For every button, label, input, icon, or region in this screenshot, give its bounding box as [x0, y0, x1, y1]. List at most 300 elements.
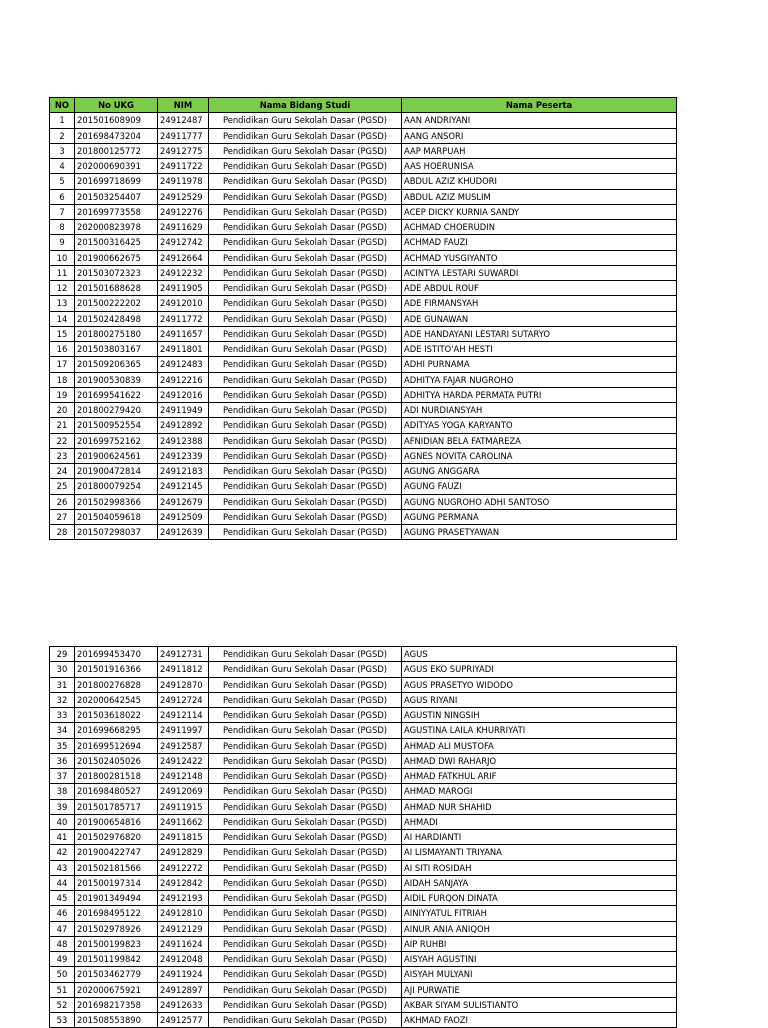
cell-nama-peserta: AI HARDIANTI [402, 830, 677, 845]
table-row [50, 662, 677, 677]
cell-bidang-studi: Pendidikan Guru Sekolah Dasar (PGSD) [209, 265, 402, 280]
cell-nama-peserta: AKHMAD FAOZI [402, 1013, 677, 1028]
cell-nim: 24912193 [158, 891, 209, 906]
cell-no-ukg: 201800079254 [75, 479, 158, 494]
cell-nim: 24911801 [158, 342, 209, 357]
cell-bidang-studi: Pendidikan Guru Sekolah Dasar (PGSD) [209, 159, 402, 174]
cell-no: 45 [50, 891, 75, 906]
cell-nim: 24912339 [158, 448, 209, 463]
table-row [50, 525, 677, 540]
cell-nama-peserta: AGUNG PERMANA [402, 509, 677, 524]
table-row [50, 387, 677, 402]
cell-nama-peserta: AHMAD MAROGI [402, 784, 677, 799]
cell-nim: 24912232 [158, 265, 209, 280]
cell-nama-peserta: AI LISMAYANTI TRIYANA [402, 845, 677, 860]
table-row [50, 967, 677, 982]
cell-nama-peserta: AGUS PRASETYO WIDODO [402, 677, 677, 692]
cell-bidang-studi: Pendidikan Guru Sekolah Dasar (PGSD) [209, 784, 402, 799]
cell-no-ukg: 201502405026 [75, 753, 158, 768]
table-row [50, 738, 677, 753]
cell-bidang-studi: Pendidikan Guru Sekolah Dasar (PGSD) [209, 967, 402, 982]
cell-bidang-studi: Pendidikan Guru Sekolah Dasar (PGSD) [209, 525, 402, 540]
cell-nim: 24911629 [158, 220, 209, 235]
cell-nama-peserta: ADE ISTITO'AH HESTI [402, 342, 677, 357]
cell-no-ukg: 201900422747 [75, 845, 158, 860]
cell-bidang-studi: Pendidikan Guru Sekolah Dasar (PGSD) [209, 723, 402, 738]
cell-nim: 24912487 [158, 113, 209, 128]
cell-nim: 24911624 [158, 936, 209, 951]
table-row [50, 769, 677, 784]
cell-no: 11 [50, 265, 75, 280]
cell-no: 23 [50, 448, 75, 463]
cell-bidang-studi: Pendidikan Guru Sekolah Dasar (PGSD) [209, 997, 402, 1012]
table-row [50, 479, 677, 494]
cell-nama-peserta: AFNIDIAN BELA FATMAREZA [402, 433, 677, 448]
cell-nama-peserta: AHMAD ALI MUSTOFA [402, 738, 677, 753]
cell-no: 39 [50, 799, 75, 814]
cell-nama-peserta: AAN ANDRIYANI [402, 113, 677, 128]
cell-nama-peserta: AHMAD NUR SHAHID [402, 799, 677, 814]
cell-nim: 24912897 [158, 982, 209, 997]
cell-nim: 24911949 [158, 403, 209, 418]
cell-nim: 24911777 [158, 128, 209, 143]
cell-no-ukg: 201501608909 [75, 113, 158, 128]
cell-bidang-studi: Pendidikan Guru Sekolah Dasar (PGSD) [209, 113, 402, 128]
cell-no-ukg: 201508553890 [75, 1013, 158, 1028]
table-row [50, 311, 677, 326]
cell-no-ukg: 201900624561 [75, 448, 158, 463]
cell-nama-peserta: ACINTYA LESTARI SUWARDI [402, 265, 677, 280]
cell-bidang-studi: Pendidikan Guru Sekolah Dasar (PGSD) [209, 418, 402, 433]
table-row [50, 936, 677, 951]
cell-nim: 24911722 [158, 159, 209, 174]
cell-bidang-studi: Pendidikan Guru Sekolah Dasar (PGSD) [209, 479, 402, 494]
cell-no: 3 [50, 143, 75, 158]
cell-nim: 24912529 [158, 189, 209, 204]
cell-no-ukg: 201698217358 [75, 997, 158, 1012]
table-row [50, 723, 677, 738]
cell-nama-peserta: ACHMAD YUSGIYANTO [402, 250, 677, 265]
cell-nama-peserta: AGUNG ANGGARA [402, 464, 677, 479]
cell-no-ukg: 201503618022 [75, 708, 158, 723]
cell-no-ukg: 201699453470 [75, 647, 158, 662]
cell-nim: 24911924 [158, 967, 209, 982]
cell-bidang-studi: Pendidikan Guru Sekolah Dasar (PGSD) [209, 174, 402, 189]
cell-no: 26 [50, 494, 75, 509]
table-body-2 [50, 647, 677, 1028]
cell-no: 37 [50, 769, 75, 784]
cell-nama-peserta: ADITYAS YOGA KARYANTO [402, 418, 677, 433]
cell-no: 2 [50, 128, 75, 143]
table-row [50, 250, 677, 265]
cell-nim: 24912148 [158, 769, 209, 784]
table-row [50, 204, 677, 219]
table-row [50, 814, 677, 829]
cell-nim: 24912509 [158, 509, 209, 524]
cell-no: 53 [50, 1013, 75, 1028]
cell-no-ukg: 201500222202 [75, 296, 158, 311]
table-row [50, 1013, 677, 1028]
cell-bidang-studi: Pendidikan Guru Sekolah Dasar (PGSD) [209, 799, 402, 814]
header-no-ukg: No UKG [75, 98, 158, 113]
cell-bidang-studi: Pendidikan Guru Sekolah Dasar (PGSD) [209, 235, 402, 250]
cell-no: 52 [50, 997, 75, 1012]
cell-nama-peserta: ADHI PURNAMA [402, 357, 677, 372]
table-row [50, 342, 677, 357]
cell-bidang-studi: Pendidikan Guru Sekolah Dasar (PGSD) [209, 814, 402, 829]
cell-no: 19 [50, 387, 75, 402]
cell-no: 14 [50, 311, 75, 326]
cell-no: 10 [50, 250, 75, 265]
table-body-1 [50, 113, 677, 540]
cell-no-ukg: 201800125772 [75, 143, 158, 158]
cell-no-ukg: 201503254407 [75, 189, 158, 204]
cell-no: 18 [50, 372, 75, 387]
cell-no-ukg: 201500316425 [75, 235, 158, 250]
cell-no: 6 [50, 189, 75, 204]
cell-no: 27 [50, 509, 75, 524]
cell-nama-peserta: AHMADI [402, 814, 677, 829]
table-row [50, 418, 677, 433]
cell-no-ukg: 201900662675 [75, 250, 158, 265]
cell-no: 13 [50, 296, 75, 311]
cell-no-ukg: 201698495122 [75, 906, 158, 921]
cell-no-ukg: 201800279420 [75, 403, 158, 418]
cell-bidang-studi: Pendidikan Guru Sekolah Dasar (PGSD) [209, 433, 402, 448]
table-row [50, 464, 677, 479]
cell-no: 16 [50, 342, 75, 357]
table-row [50, 997, 677, 1012]
cell-nama-peserta: AINIYYATUL FITRIAH [402, 906, 677, 921]
cell-no-ukg: 202000642545 [75, 692, 158, 707]
cell-no-ukg: 201900654816 [75, 814, 158, 829]
cell-nama-peserta: AIDIL FURQON DINATA [402, 891, 677, 906]
cell-bidang-studi: Pendidikan Guru Sekolah Dasar (PGSD) [209, 372, 402, 387]
cell-nama-peserta: AAS HOERUNISA [402, 159, 677, 174]
cell-no-ukg: 201900530839 [75, 372, 158, 387]
cell-bidang-studi: Pendidikan Guru Sekolah Dasar (PGSD) [209, 891, 402, 906]
cell-nim: 24912114 [158, 708, 209, 723]
cell-nama-peserta: AINUR ANIA ANIQOH [402, 921, 677, 936]
cell-no-ukg: 201699718699 [75, 174, 158, 189]
cell-no-ukg: 201502428498 [75, 311, 158, 326]
cell-nim: 24912048 [158, 952, 209, 967]
table-row [50, 799, 677, 814]
cell-bidang-studi: Pendidikan Guru Sekolah Dasar (PGSD) [209, 296, 402, 311]
table-row [50, 875, 677, 890]
cell-bidang-studi: Pendidikan Guru Sekolah Dasar (PGSD) [209, 906, 402, 921]
table-row [50, 143, 677, 158]
cell-no: 49 [50, 952, 75, 967]
cell-no-ukg: 201503803167 [75, 342, 158, 357]
cell-nama-peserta: AGUNG NUGROHO ADHI SANTOSO [402, 494, 677, 509]
cell-no-ukg: 202000823978 [75, 220, 158, 235]
cell-no-ukg: 201509206365 [75, 357, 158, 372]
cell-no-ukg: 201901349494 [75, 891, 158, 906]
table-row [50, 753, 677, 768]
cell-no: 25 [50, 479, 75, 494]
cell-no: 7 [50, 204, 75, 219]
cell-nim: 24912731 [158, 647, 209, 662]
cell-nim: 24912810 [158, 906, 209, 921]
table-row [50, 265, 677, 280]
cell-no: 46 [50, 906, 75, 921]
cell-bidang-studi: Pendidikan Guru Sekolah Dasar (PGSD) [209, 769, 402, 784]
cell-nim: 24912842 [158, 875, 209, 890]
cell-nim: 24912633 [158, 997, 209, 1012]
cell-bidang-studi: Pendidikan Guru Sekolah Dasar (PGSD) [209, 875, 402, 890]
cell-nim: 24911657 [158, 326, 209, 341]
cell-nama-peserta: ABDUL AZIZ KHUDORI [402, 174, 677, 189]
cell-nama-peserta: AISYAH AGUSTINI [402, 952, 677, 967]
cell-bidang-studi: Pendidikan Guru Sekolah Dasar (PGSD) [209, 692, 402, 707]
header-nim: NIM [158, 98, 209, 113]
cell-bidang-studi: Pendidikan Guru Sekolah Dasar (PGSD) [209, 250, 402, 265]
cell-nama-peserta: AKBAR SIYAM SULISTIANTO [402, 997, 677, 1012]
table-row [50, 891, 677, 906]
table-row [50, 128, 677, 143]
table-row [50, 159, 677, 174]
cell-nama-peserta: AGNES NOVITA CAROLINA [402, 448, 677, 463]
cell-nama-peserta: AIP RUHBI [402, 936, 677, 951]
cell-nim: 24912577 [158, 1013, 209, 1028]
cell-nama-peserta: ABDUL AZIZ MUSLIM [402, 189, 677, 204]
cell-nim: 24912272 [158, 860, 209, 875]
table-row [50, 372, 677, 387]
cell-no-ukg: 201698473204 [75, 128, 158, 143]
cell-no-ukg: 201800275180 [75, 326, 158, 341]
cell-bidang-studi: Pendidikan Guru Sekolah Dasar (PGSD) [209, 143, 402, 158]
table-row [50, 906, 677, 921]
cell-nama-peserta: AANG ANSORI [402, 128, 677, 143]
cell-nama-peserta: ADI NURDIANSYAH [402, 403, 677, 418]
cell-nim: 24912639 [158, 525, 209, 540]
table-row [50, 494, 677, 509]
cell-nama-peserta: AGUS [402, 647, 677, 662]
cell-no: 47 [50, 921, 75, 936]
cell-nim: 24912829 [158, 845, 209, 860]
cell-nim: 24912010 [158, 296, 209, 311]
table-row [50, 692, 677, 707]
cell-no: 21 [50, 418, 75, 433]
table-row [50, 113, 677, 128]
cell-nim: 24912145 [158, 479, 209, 494]
cell-bidang-studi: Pendidikan Guru Sekolah Dasar (PGSD) [209, 952, 402, 967]
cell-no-ukg: 201800276828 [75, 677, 158, 692]
cell-bidang-studi: Pendidikan Guru Sekolah Dasar (PGSD) [209, 128, 402, 143]
table-row [50, 509, 677, 524]
cell-no: 15 [50, 326, 75, 341]
cell-nama-peserta: ADE HANDAYANI LESTARI SUTARYO [402, 326, 677, 341]
table-row [50, 647, 677, 662]
cell-nim: 24911915 [158, 799, 209, 814]
table-row [50, 921, 677, 936]
cell-no: 22 [50, 433, 75, 448]
cell-no: 30 [50, 662, 75, 677]
cell-nama-peserta: AISYAH MULYANI [402, 967, 677, 982]
cell-no-ukg: 201501916366 [75, 662, 158, 677]
cell-no-ukg: 201504059618 [75, 509, 158, 524]
cell-nim: 24912587 [158, 738, 209, 753]
header-bidang-studi: Nama Bidang Studi [209, 98, 402, 113]
cell-no-ukg: 201502978926 [75, 921, 158, 936]
cell-nim: 24912870 [158, 677, 209, 692]
cell-nim: 24912069 [158, 784, 209, 799]
cell-no: 5 [50, 174, 75, 189]
cell-no: 24 [50, 464, 75, 479]
cell-no: 35 [50, 738, 75, 753]
cell-no: 48 [50, 936, 75, 951]
header-no: NO [50, 98, 75, 113]
cell-no-ukg: 201699773558 [75, 204, 158, 219]
table-row [50, 677, 677, 692]
cell-bidang-studi: Pendidikan Guru Sekolah Dasar (PGSD) [209, 1013, 402, 1028]
cell-nama-peserta: AGUSTINA LAILA KHURRIYATI [402, 723, 677, 738]
table-row [50, 326, 677, 341]
cell-no-ukg: 201900472814 [75, 464, 158, 479]
cell-no-ukg: 201501785717 [75, 799, 158, 814]
cell-nim: 24912679 [158, 494, 209, 509]
table-row [50, 784, 677, 799]
cell-no: 44 [50, 875, 75, 890]
cell-no-ukg: 201699668295 [75, 723, 158, 738]
cell-nim: 24912664 [158, 250, 209, 265]
cell-nim: 24912216 [158, 372, 209, 387]
cell-bidang-studi: Pendidikan Guru Sekolah Dasar (PGSD) [209, 662, 402, 677]
cell-nim: 24911905 [158, 281, 209, 296]
table-row [50, 830, 677, 845]
cell-nama-peserta: AHMAD FATKHUL ARIF [402, 769, 677, 784]
cell-nim: 24912183 [158, 464, 209, 479]
participants-table-2 [49, 646, 677, 1028]
cell-no-ukg: 201699752162 [75, 433, 158, 448]
cell-nama-peserta: ACHMAD CHOERUDIN [402, 220, 677, 235]
cell-bidang-studi: Pendidikan Guru Sekolah Dasar (PGSD) [209, 845, 402, 860]
cell-no: 36 [50, 753, 75, 768]
cell-bidang-studi: Pendidikan Guru Sekolah Dasar (PGSD) [209, 342, 402, 357]
cell-no: 40 [50, 814, 75, 829]
cell-nim: 24912483 [158, 357, 209, 372]
cell-nama-peserta: AGUNG FAUZI [402, 479, 677, 494]
participants-table-1 [49, 97, 677, 540]
cell-no-ukg: 201500199823 [75, 936, 158, 951]
cell-bidang-studi: Pendidikan Guru Sekolah Dasar (PGSD) [209, 189, 402, 204]
cell-nama-peserta: ADHITYA HARDA PERMATA PUTRI [402, 387, 677, 402]
cell-no-ukg: 202000690391 [75, 159, 158, 174]
cell-nama-peserta: AHMAD DWI RAHARJO [402, 753, 677, 768]
cell-bidang-studi: Pendidikan Guru Sekolah Dasar (PGSD) [209, 830, 402, 845]
table-row [50, 448, 677, 463]
cell-no: 32 [50, 692, 75, 707]
cell-nim: 24912129 [158, 921, 209, 936]
cell-nim: 24912724 [158, 692, 209, 707]
table-row [50, 235, 677, 250]
cell-bidang-studi: Pendidikan Guru Sekolah Dasar (PGSD) [209, 326, 402, 341]
cell-bidang-studi: Pendidikan Guru Sekolah Dasar (PGSD) [209, 982, 402, 997]
cell-bidang-studi: Pendidikan Guru Sekolah Dasar (PGSD) [209, 311, 402, 326]
cell-nama-peserta: AGUS RIYANI [402, 692, 677, 707]
cell-no-ukg: 201699512694 [75, 738, 158, 753]
table-row [50, 860, 677, 875]
cell-bidang-studi: Pendidikan Guru Sekolah Dasar (PGSD) [209, 647, 402, 662]
cell-nim: 24911997 [158, 723, 209, 738]
table-row [50, 174, 677, 189]
cell-no-ukg: 201502976820 [75, 830, 158, 845]
cell-bidang-studi: Pendidikan Guru Sekolah Dasar (PGSD) [209, 677, 402, 692]
cell-nama-peserta: AGUNG PRASETYAWAN [402, 525, 677, 540]
cell-no: 42 [50, 845, 75, 860]
cell-no-ukg: 201500952554 [75, 418, 158, 433]
cell-nama-peserta: ADE GUNAWAN [402, 311, 677, 326]
table-row [50, 952, 677, 967]
table-row [50, 845, 677, 860]
cell-nim: 24911662 [158, 814, 209, 829]
cell-no: 38 [50, 784, 75, 799]
cell-bidang-studi: Pendidikan Guru Sekolah Dasar (PGSD) [209, 509, 402, 524]
cell-no: 34 [50, 723, 75, 738]
cell-nim: 24912742 [158, 235, 209, 250]
cell-nim: 24911772 [158, 311, 209, 326]
cell-no-ukg: 201503462779 [75, 967, 158, 982]
cell-bidang-studi: Pendidikan Guru Sekolah Dasar (PGSD) [209, 387, 402, 402]
cell-no-ukg: 201503072323 [75, 265, 158, 280]
cell-no: 4 [50, 159, 75, 174]
cell-bidang-studi: Pendidikan Guru Sekolah Dasar (PGSD) [209, 464, 402, 479]
cell-nama-peserta: ADE ABDUL ROUF [402, 281, 677, 296]
cell-nama-peserta: ACHMAD FAUZI [402, 235, 677, 250]
cell-bidang-studi: Pendidikan Guru Sekolah Dasar (PGSD) [209, 204, 402, 219]
cell-no: 17 [50, 357, 75, 372]
cell-bidang-studi: Pendidikan Guru Sekolah Dasar (PGSD) [209, 220, 402, 235]
cell-no-ukg: 201502998366 [75, 494, 158, 509]
cell-nama-peserta: AGUS EKO SUPRIYADI [402, 662, 677, 677]
cell-no-ukg: 201502181566 [75, 860, 158, 875]
cell-no-ukg: 201699541622 [75, 387, 158, 402]
cell-nama-peserta: AIDAH SANJAYA [402, 875, 677, 890]
cell-nama-peserta: ADE FIRMANSYAH [402, 296, 677, 311]
table-row [50, 281, 677, 296]
cell-bidang-studi: Pendidikan Guru Sekolah Dasar (PGSD) [209, 357, 402, 372]
table-row [50, 433, 677, 448]
cell-nim: 24912016 [158, 387, 209, 402]
cell-no-ukg: 201698480527 [75, 784, 158, 799]
cell-bidang-studi: Pendidikan Guru Sekolah Dasar (PGSD) [209, 494, 402, 509]
table-row [50, 296, 677, 311]
table-row [50, 189, 677, 204]
cell-no: 41 [50, 830, 75, 845]
cell-no: 20 [50, 403, 75, 418]
cell-no: 33 [50, 708, 75, 723]
cell-no: 8 [50, 220, 75, 235]
cell-no-ukg: 201501199842 [75, 952, 158, 967]
cell-bidang-studi: Pendidikan Guru Sekolah Dasar (PGSD) [209, 448, 402, 463]
cell-bidang-studi: Pendidikan Guru Sekolah Dasar (PGSD) [209, 708, 402, 723]
cell-no: 9 [50, 235, 75, 250]
cell-nama-peserta: AJI PURWATIE [402, 982, 677, 997]
table-row [50, 357, 677, 372]
cell-nama-peserta: ADHITYA FAJAR NUGROHO [402, 372, 677, 387]
cell-no: 51 [50, 982, 75, 997]
table-row [50, 982, 677, 997]
cell-bidang-studi: Pendidikan Guru Sekolah Dasar (PGSD) [209, 281, 402, 296]
cell-no: 12 [50, 281, 75, 296]
cell-nama-peserta: AI SITI ROSIDAH [402, 860, 677, 875]
cell-no: 43 [50, 860, 75, 875]
cell-bidang-studi: Pendidikan Guru Sekolah Dasar (PGSD) [209, 860, 402, 875]
table-row [50, 220, 677, 235]
cell-bidang-studi: Pendidikan Guru Sekolah Dasar (PGSD) [209, 921, 402, 936]
cell-nim: 24912775 [158, 143, 209, 158]
